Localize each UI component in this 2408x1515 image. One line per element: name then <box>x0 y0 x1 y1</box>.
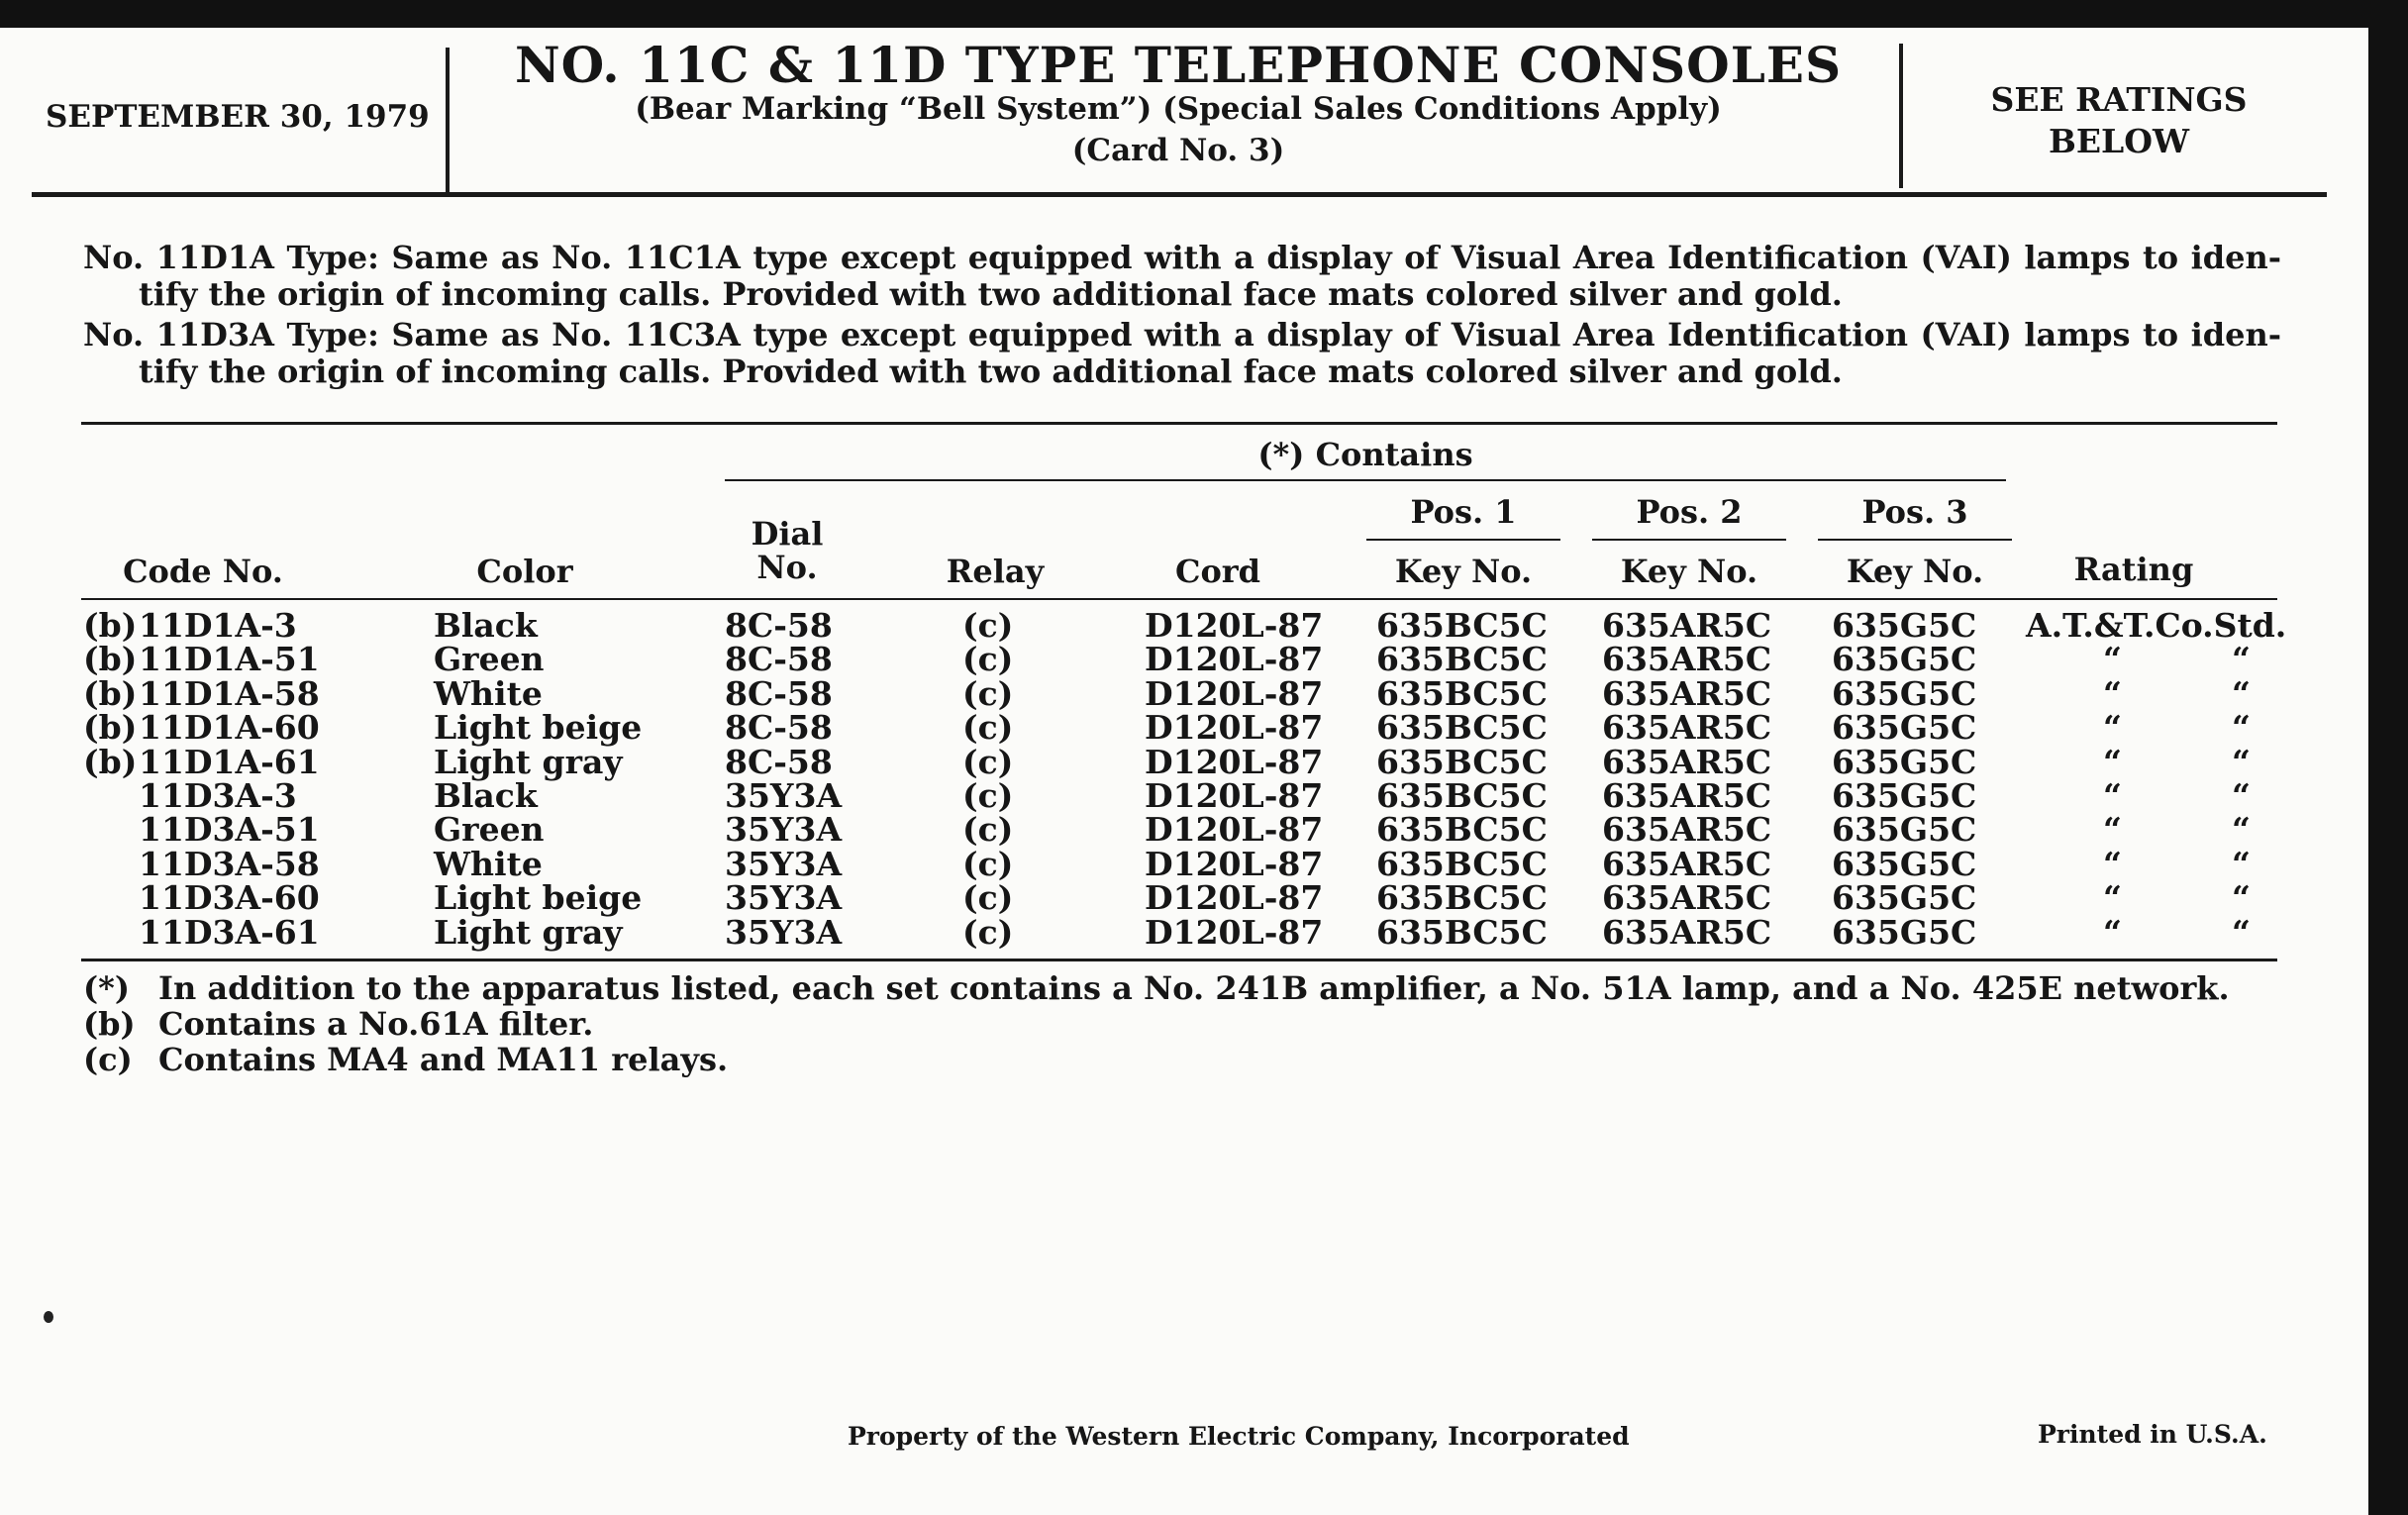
row-key1: 635BC5C <box>1376 810 1548 850</box>
pos2-header: Pos. 2 <box>1636 493 1743 531</box>
row-rating-ditto-1: “ <box>2103 640 2122 679</box>
row-prefix: (b) <box>83 742 138 781</box>
row-cord: D120L-87 <box>1145 640 1324 679</box>
row-key2: 635AR5C <box>1602 776 1772 815</box>
row-color: Green <box>434 810 545 850</box>
row-rating-ditto-1: “ <box>2103 776 2122 815</box>
row-dial: 8C-58 <box>725 640 833 679</box>
row-key1: 635BC5C <box>1376 912 1548 952</box>
row-rating-ditto-1: “ <box>2103 810 2122 850</box>
pos3-rule <box>1818 539 2012 541</box>
row-prefix: (b) <box>83 673 138 713</box>
footnote-text: Contains MA4 and MA11 relays. <box>158 1041 729 1078</box>
row-dial: 8C-58 <box>725 742 833 781</box>
row-key2: 635AR5C <box>1602 742 1772 781</box>
row-dial: 35Y3A <box>725 810 843 850</box>
pos1-rule <box>1366 539 1560 541</box>
table-row <box>0 912 2368 952</box>
ratings-note-line1: SEE RATINGS <box>1990 80 2248 119</box>
table-top-rule <box>81 422 2277 425</box>
color-header: Color <box>476 553 573 590</box>
row-key2: 635AR5C <box>1602 640 1772 679</box>
dial-header-line1: Dial <box>751 515 824 553</box>
table-row <box>0 742 2368 781</box>
pos1-header: Pos. 1 <box>1410 493 1517 531</box>
row-cord: D120L-87 <box>1145 606 1324 645</box>
row-key2: 635AR5C <box>1602 844 1772 883</box>
row-rating-ditto-1: “ <box>2103 878 2122 918</box>
row-rating-ditto-2: “ <box>2232 640 2251 679</box>
footer-property: Property of the Western Electric Company, Incorporated <box>848 1422 1630 1451</box>
row-dial: 35Y3A <box>725 844 843 883</box>
ratings-note <box>1911 79 2327 162</box>
description-line: No. 11D1A Type: Same as No. 11C1A type except equipped with a display of Visual Area Identification (VAI) lamps to iden- <box>83 239 2281 276</box>
contains-header: (*) Contains <box>1257 436 1473 473</box>
row-rating-ditto-2: “ <box>2232 742 2251 781</box>
row-cord: D120L-87 <box>1145 742 1324 781</box>
row-prefix: (b) <box>83 606 138 645</box>
row-dial: 35Y3A <box>725 776 843 815</box>
description-line: tify the origin of incoming calls. Provided with two additional face mats colored silver and gold. <box>139 275 1843 313</box>
row-rating-ditto-1: “ <box>2103 708 2122 748</box>
row-key1: 635BC5C <box>1376 640 1548 679</box>
row-key2: 635AR5C <box>1602 912 1772 952</box>
footnote-key: (b) <box>83 1005 136 1043</box>
row-key3: 635G5C <box>1832 878 1977 918</box>
row-relay: (c) <box>962 810 1014 850</box>
row-prefix: (b) <box>83 640 138 679</box>
row-code: 11D3A-61 <box>139 912 320 952</box>
row-color: Black <box>434 776 538 815</box>
key1-header: Key No. <box>1394 553 1533 590</box>
cord-header: Cord <box>1174 553 1261 590</box>
table-bottom-rule <box>81 959 2277 961</box>
row-cord: D120L-87 <box>1145 708 1324 748</box>
description-line: No. 11D3A Type: Same as No. 11C3A type except equipped with a display of Visual Area Identification (VAI) lamps to iden- <box>83 316 2281 354</box>
row-relay: (c) <box>962 912 1014 952</box>
row-color: Light beige <box>434 708 643 748</box>
row-relay: (c) <box>962 640 1014 679</box>
row-key3: 635G5C <box>1832 606 1977 645</box>
row-key3: 635G5C <box>1832 844 1977 883</box>
card-number: (Card No. 3) <box>1071 133 1285 168</box>
row-relay: (c) <box>962 606 1014 645</box>
row-key2: 635AR5C <box>1602 606 1772 645</box>
row-color: White <box>434 844 543 883</box>
row-key3: 635G5C <box>1832 810 1977 850</box>
row-key3: 635G5C <box>1832 708 1977 748</box>
page-subtitle: (Bear Marking “Bell System”) (Special Sales Conditions Apply) <box>635 91 1722 127</box>
footnote-key: (*) <box>83 969 131 1007</box>
row-dial: 8C-58 <box>725 673 833 713</box>
row-rating-ditto-2: “ <box>2232 912 2251 952</box>
footnote <box>83 1006 2230 1042</box>
row-rating-ditto-2: “ <box>2232 776 2251 815</box>
pos3-header: Pos. 3 <box>1861 493 1968 531</box>
header-rule <box>32 192 2327 197</box>
row-rating-ditto-1: “ <box>2103 844 2122 883</box>
row-relay: (c) <box>962 673 1014 713</box>
row-rating: A.T.&T.Co.Std. <box>2026 606 2287 645</box>
row-cord: D120L-87 <box>1145 844 1324 883</box>
row-key2: 635AR5C <box>1602 708 1772 748</box>
row-code: 11D1A-61 <box>139 742 320 781</box>
row-rating-ditto-2: “ <box>2232 810 2251 850</box>
row-dial: 35Y3A <box>725 878 843 918</box>
table-row <box>0 640 2368 679</box>
row-code: 11D1A-58 <box>139 673 320 713</box>
row-key3: 635G5C <box>1832 640 1977 679</box>
row-key1: 635BC5C <box>1376 844 1548 883</box>
description-11d3a <box>83 317 2281 390</box>
row-dial: 35Y3A <box>725 912 843 952</box>
row-key3: 635G5C <box>1832 742 1977 781</box>
row-key1: 635BC5C <box>1376 708 1548 748</box>
row-key3: 635G5C <box>1832 673 1977 713</box>
key2-header: Key No. <box>1620 553 1758 590</box>
page-title: NO. 11C & 11D TYPE TELEPHONE CONSOLES <box>514 36 1843 94</box>
table-row <box>0 776 2368 815</box>
row-rating-ditto-2: “ <box>2232 673 2251 713</box>
description-11d1a <box>83 240 2281 313</box>
table-row <box>0 708 2368 748</box>
table-row <box>0 606 2368 645</box>
row-color: Black <box>434 606 538 645</box>
footnote <box>83 1042 2230 1077</box>
row-code: 11D1A-3 <box>139 606 297 645</box>
footer-printed: Printed in U.S.A. <box>2038 1420 2267 1449</box>
header-divider-left <box>446 48 450 192</box>
footnote-text: In addition to the apparatus listed, each set contains a No. 241B amplifier, a No. 51A lamp, and a No. 425E network. <box>158 969 2230 1007</box>
dial-header-line2: No. <box>756 549 818 586</box>
row-relay: (c) <box>962 742 1014 781</box>
row-relay: (c) <box>962 776 1014 815</box>
pos2-rule <box>1592 539 1786 541</box>
row-cord: D120L-87 <box>1145 878 1324 918</box>
row-rating-ditto-1: “ <box>2103 673 2122 713</box>
footnote <box>83 970 2230 1006</box>
dial-header <box>733 517 842 584</box>
row-key1: 635BC5C <box>1376 606 1548 645</box>
speck-mark <box>44 1311 53 1323</box>
row-color: Green <box>434 640 545 679</box>
row-relay: (c) <box>962 844 1014 883</box>
row-code: 11D1A-60 <box>139 708 320 748</box>
row-key2: 635AR5C <box>1602 878 1772 918</box>
row-relay: (c) <box>962 878 1014 918</box>
row-cord: D120L-87 <box>1145 673 1324 713</box>
row-relay: (c) <box>962 708 1014 748</box>
contains-rule <box>725 479 2006 481</box>
relay-header: Relay <box>946 553 1045 590</box>
row-rating-ditto-1: “ <box>2103 912 2122 952</box>
row-code: 11D3A-60 <box>139 878 320 918</box>
header-bottom-rule <box>81 598 2277 600</box>
row-key2: 635AR5C <box>1602 673 1772 713</box>
code-header: Code No. <box>123 553 283 590</box>
row-dial: 8C-58 <box>725 606 833 645</box>
footnotes <box>83 970 2230 1077</box>
row-cord: D120L-87 <box>1145 912 1324 952</box>
table-row <box>0 810 2368 850</box>
row-code: 11D3A-58 <box>139 844 320 883</box>
row-rating-ditto-2: “ <box>2232 878 2251 918</box>
ratings-note-line2: BELOW <box>2048 122 2190 160</box>
row-color: Light gray <box>434 742 623 781</box>
footnote-text: Contains a No.61A filter. <box>158 1005 594 1043</box>
row-key3: 635G5C <box>1832 776 1977 815</box>
table-row <box>0 844 2368 883</box>
row-color: Light beige <box>434 878 643 918</box>
description-line: tify the origin of incoming calls. Provided with two additional face mats colored silver and gold. <box>139 353 1843 390</box>
row-rating-ditto-1: “ <box>2103 742 2122 781</box>
key3-header: Key No. <box>1846 553 1984 590</box>
row-key3: 635G5C <box>1832 912 1977 952</box>
table-row <box>0 878 2368 918</box>
header-date: SEPTEMBER 30, 1979 <box>46 99 430 135</box>
row-rating-ditto-2: “ <box>2232 708 2251 748</box>
footnote-key: (c) <box>83 1041 133 1078</box>
catalog-card <box>0 28 2368 1515</box>
row-code: 11D3A-51 <box>139 810 320 850</box>
row-key1: 635BC5C <box>1376 673 1548 713</box>
row-key1: 635BC5C <box>1376 776 1548 815</box>
table-row <box>0 673 2368 713</box>
row-color: Light gray <box>434 912 623 952</box>
row-key2: 635AR5C <box>1602 810 1772 850</box>
row-code: 11D1A-51 <box>139 640 320 679</box>
row-dial: 8C-58 <box>725 708 833 748</box>
row-cord: D120L-87 <box>1145 776 1324 815</box>
row-color: White <box>434 673 543 713</box>
row-cord: D120L-87 <box>1145 810 1324 850</box>
row-key1: 635BC5C <box>1376 878 1548 918</box>
rating-header: Rating <box>2073 551 2194 588</box>
row-prefix: (b) <box>83 708 138 748</box>
row-code: 11D3A-3 <box>139 776 297 815</box>
row-key1: 635BC5C <box>1376 742 1548 781</box>
row-rating-ditto-2: “ <box>2232 844 2251 883</box>
header-divider-right <box>1899 44 1903 188</box>
